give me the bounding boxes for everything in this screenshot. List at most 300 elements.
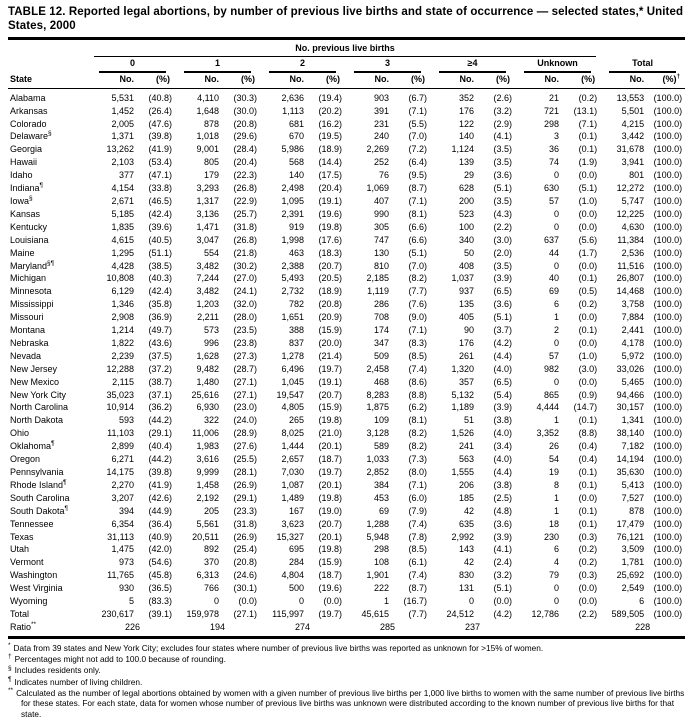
percent-cell: (0.3) bbox=[578, 531, 598, 542]
percent-cell: (7.1) bbox=[408, 195, 427, 206]
state-cell: Wyoming bbox=[10, 596, 48, 607]
ratio-cell: 194 bbox=[175, 621, 260, 637]
percent-cell: (19.6) bbox=[318, 583, 342, 594]
percent-cell: (3.8) bbox=[493, 415, 512, 426]
count-cell: 2,657 bbox=[281, 454, 304, 465]
count-cell: 500 bbox=[288, 583, 304, 594]
state-cell: New Mexico bbox=[10, 376, 60, 387]
count-cell: 12,288 bbox=[106, 363, 134, 374]
count-cell: 589 bbox=[373, 441, 389, 452]
percent-cell: (0.2) bbox=[578, 299, 598, 310]
percent-cell: (100.0) bbox=[653, 273, 683, 284]
count-cell: 463 bbox=[288, 247, 304, 258]
count-cell: 7,182 bbox=[621, 441, 645, 452]
count-cell: 810 bbox=[373, 260, 389, 271]
percent-cell: (7.1) bbox=[408, 105, 427, 116]
state-cell: Colorado bbox=[10, 118, 47, 129]
state-cell: Total bbox=[10, 608, 30, 619]
count-cell: 1,781 bbox=[621, 557, 645, 568]
percent-cell: (26.9) bbox=[233, 479, 257, 490]
count-cell: 94,466 bbox=[616, 389, 645, 400]
count-cell: 9,001 bbox=[196, 144, 219, 155]
percent-cell: (8.7) bbox=[408, 583, 427, 594]
state-cell: Utah bbox=[10, 544, 30, 555]
table-row bbox=[8, 337, 685, 350]
percent-cell: (5.4) bbox=[493, 389, 512, 400]
percent-cell: (5.1) bbox=[408, 247, 427, 258]
count-cell: 892 bbox=[203, 544, 219, 555]
table-row bbox=[8, 350, 685, 363]
count-cell: 57 bbox=[548, 350, 559, 361]
state-footnote-marker: § bbox=[48, 130, 52, 138]
percent-cell: (16.2) bbox=[318, 118, 342, 129]
footnote bbox=[8, 688, 685, 719]
percent-cell: (0.0) bbox=[238, 596, 257, 607]
count-cell: 6,930 bbox=[196, 402, 219, 413]
count-cell: 14,468 bbox=[616, 286, 645, 297]
count-cell: 1,480 bbox=[196, 376, 219, 387]
percent-cell: (20.1) bbox=[318, 479, 342, 490]
count-cell: 20,511 bbox=[192, 531, 219, 542]
percent-cell: (18.3) bbox=[318, 247, 342, 258]
table-row bbox=[8, 556, 685, 569]
count-cell: 1,288 bbox=[366, 518, 389, 529]
count-cell: 222 bbox=[373, 583, 389, 594]
count-cell: 140 bbox=[288, 170, 304, 181]
percent-cell: (13.1) bbox=[573, 105, 598, 116]
percent-cell: (100.0) bbox=[653, 131, 683, 142]
percent-cell: (53.4) bbox=[148, 157, 172, 168]
count-cell: 1,069 bbox=[366, 183, 389, 194]
count-header-0: No. bbox=[90, 73, 140, 88]
count-cell: 79 bbox=[548, 570, 559, 581]
table-row bbox=[8, 156, 685, 169]
count-cell: 6,313 bbox=[196, 570, 219, 581]
count-cell: 782 bbox=[288, 299, 304, 310]
percent-cell: (21.0) bbox=[318, 428, 342, 439]
footnote-text: Includes residents only. bbox=[14, 665, 101, 676]
percent-cell: (0.0) bbox=[578, 170, 598, 181]
percent-cell: (8.5) bbox=[408, 350, 427, 361]
count-cell: 21 bbox=[548, 92, 559, 103]
percent-cell: (100.0) bbox=[653, 454, 683, 465]
percent-header-1: (%) bbox=[225, 73, 260, 88]
percent-cell: (40.3) bbox=[148, 273, 172, 284]
table-row bbox=[8, 130, 685, 143]
percent-cell: (40.5) bbox=[148, 234, 172, 245]
percent-cell: (20.8) bbox=[318, 299, 342, 310]
state-cell: Mississippi bbox=[10, 299, 54, 310]
percent-cell: (100.0) bbox=[653, 570, 683, 581]
count-cell: 3,207 bbox=[111, 492, 134, 503]
count-cell: 19,547 bbox=[276, 389, 304, 400]
percent-cell: (47.1) bbox=[148, 170, 172, 181]
percent-cell: (28.9) bbox=[233, 428, 257, 439]
count-header-unknown: No. bbox=[515, 73, 565, 88]
percent-cell: (100.0) bbox=[653, 389, 683, 400]
count-cell: 5,465 bbox=[621, 376, 645, 387]
percent-cell: (5.1) bbox=[493, 583, 512, 594]
percent-cell: (30.3) bbox=[233, 92, 257, 103]
count-cell: 135 bbox=[458, 299, 474, 310]
percent-cell: (0.0) bbox=[578, 221, 598, 232]
percent-header-unknown: (%) bbox=[565, 73, 600, 88]
count-cell: 3,758 bbox=[621, 299, 645, 310]
percent-cell: (26.9) bbox=[233, 531, 257, 542]
count-cell: 13,262 bbox=[106, 144, 134, 155]
table-row bbox=[8, 376, 685, 389]
percent-cell: (18.9) bbox=[318, 286, 342, 297]
count-cell: 100 bbox=[458, 221, 474, 232]
percent-cell: (14.4) bbox=[318, 157, 342, 168]
table-row bbox=[8, 363, 685, 376]
table-row bbox=[8, 414, 685, 427]
count-cell: 14,175 bbox=[106, 467, 134, 477]
count-cell: 0 bbox=[553, 260, 559, 271]
percent-cell: (24.1) bbox=[233, 286, 257, 297]
table-row bbox=[8, 260, 685, 273]
percent-cell: (25.7) bbox=[233, 208, 257, 219]
percent-cell: (100.0) bbox=[653, 608, 683, 619]
percent-cell: (20.1) bbox=[318, 441, 342, 452]
percent-cell: (4.1) bbox=[493, 131, 512, 142]
percent-cell: (54.6) bbox=[148, 557, 172, 568]
table-row bbox=[8, 505, 685, 518]
count-cell: 8,283 bbox=[366, 389, 389, 400]
count-cell: 7,244 bbox=[196, 273, 219, 284]
count-cell: 11,006 bbox=[192, 428, 219, 439]
count-cell: 3,623 bbox=[281, 518, 304, 529]
count-cell: 109 bbox=[373, 415, 389, 426]
percent-header-4: (%) bbox=[480, 73, 515, 88]
state-cell: Oregon bbox=[10, 454, 41, 465]
percent-cell: (49.7) bbox=[148, 325, 172, 336]
percent-cell: (3.2) bbox=[493, 105, 512, 116]
count-cell: 17,479 bbox=[616, 518, 645, 529]
percent-cell: (24.0) bbox=[233, 415, 257, 426]
percent-cell: (15.9) bbox=[318, 325, 342, 336]
count-cell: 5 bbox=[128, 596, 134, 607]
footnote-marker: † bbox=[8, 653, 12, 661]
state-column-header: State bbox=[8, 73, 90, 88]
count-cell: 25,616 bbox=[191, 389, 219, 400]
count-cell: 2,103 bbox=[111, 157, 134, 168]
count-cell: 1,822 bbox=[111, 337, 134, 348]
count-cell: 384 bbox=[373, 479, 389, 490]
percent-cell: (25.5) bbox=[233, 454, 257, 465]
percent-cell: (100.0) bbox=[653, 596, 683, 607]
percent-cell: (100.0) bbox=[653, 492, 683, 503]
group-label-1: 1 bbox=[184, 57, 251, 73]
spanner-label: No. previous live births bbox=[94, 42, 596, 57]
table-row bbox=[8, 311, 685, 324]
count-cell: 0 bbox=[553, 583, 559, 594]
percent-cell: (100.0) bbox=[653, 363, 683, 374]
percent-cell: (1.0) bbox=[578, 350, 598, 361]
percent-cell: (36.2) bbox=[148, 402, 172, 413]
percent-cell: (8.1) bbox=[408, 208, 427, 219]
percent-header-2: (%) bbox=[310, 73, 345, 88]
percent-cell: (0.1) bbox=[578, 415, 598, 426]
percent-cell: (4.0) bbox=[493, 363, 512, 374]
count-cell: 0 bbox=[553, 221, 559, 232]
count-cell: 1,214 bbox=[111, 325, 134, 336]
count-cell: 408 bbox=[458, 260, 474, 271]
table-row bbox=[8, 272, 685, 285]
count-cell: 2,852 bbox=[366, 467, 389, 477]
count-cell: 11,765 bbox=[107, 570, 134, 581]
percent-cell: (2.2) bbox=[493, 221, 512, 232]
count-cell: 9,999 bbox=[196, 467, 219, 477]
count-cell: 50 bbox=[463, 247, 474, 258]
percent-cell: (20.4) bbox=[233, 157, 257, 168]
percent-cell: (23.8) bbox=[233, 337, 257, 348]
count-cell: 2,192 bbox=[196, 492, 219, 503]
count-cell: 130 bbox=[373, 247, 389, 258]
percent-cell: (0.1) bbox=[578, 273, 598, 284]
count-cell: 252 bbox=[373, 157, 389, 168]
percent-cell: (7.7) bbox=[408, 608, 427, 619]
count-cell: 3,509 bbox=[621, 544, 645, 555]
count-cell: 1,045 bbox=[281, 376, 304, 387]
percent-cell: (83.3) bbox=[148, 596, 172, 607]
percent-cell: (0.0) bbox=[493, 596, 512, 607]
count-cell: 4,615 bbox=[111, 234, 134, 245]
footnote-text: Calculated as the number of legal abortions obtained by women with a given number of previous live births per 1,000 live births to women with the same number of previous live births for these states. For each state, data for women whose number of previous live births was unknown were distributed according to the known number of previous live births for that state. bbox=[16, 687, 685, 719]
percent-cell: (0.1) bbox=[578, 144, 598, 155]
percent-cell: (40.9) bbox=[148, 531, 172, 542]
count-cell: 801 bbox=[629, 170, 645, 181]
percent-cell: (3.7) bbox=[493, 325, 512, 336]
percent-cell: (6.4) bbox=[408, 157, 427, 168]
percent-cell: (29.1) bbox=[233, 492, 257, 503]
percent-cell: (0.0) bbox=[578, 583, 598, 594]
count-cell: 407 bbox=[373, 195, 389, 206]
count-cell: 298 bbox=[543, 118, 559, 129]
count-cell: 24,512 bbox=[446, 608, 474, 619]
count-cell: 4,215 bbox=[621, 118, 645, 129]
count-cell: 563 bbox=[458, 454, 474, 465]
count-cell: 1,835 bbox=[111, 221, 134, 232]
abortions-table bbox=[8, 37, 685, 639]
count-cell: 391 bbox=[373, 105, 389, 116]
percent-cell: (19.8) bbox=[318, 544, 342, 555]
count-cell: 10,808 bbox=[106, 273, 134, 284]
table-row bbox=[8, 221, 685, 234]
count-cell: 1,628 bbox=[196, 350, 219, 361]
table-row bbox=[8, 208, 685, 221]
state-cell: Alabama bbox=[10, 92, 46, 103]
percent-cell: (5.6) bbox=[578, 234, 598, 245]
percent-cell: (42.0) bbox=[148, 544, 172, 555]
ratio-footnote-marker: ** bbox=[31, 620, 37, 628]
group-label-2: 2 bbox=[269, 57, 336, 73]
percent-cell: (20.1) bbox=[318, 531, 342, 542]
percent-cell: (17.5) bbox=[318, 170, 342, 181]
count-cell: 1,875 bbox=[366, 402, 389, 413]
percent-cell: (9.0) bbox=[408, 312, 427, 323]
percent-cell: (7.4) bbox=[408, 518, 427, 529]
count-cell: 108 bbox=[373, 557, 389, 568]
count-cell: 51 bbox=[463, 415, 474, 426]
count-cell: 3,352 bbox=[536, 428, 559, 439]
group-label-0: 0 bbox=[99, 57, 166, 73]
percent-cell: (45.8) bbox=[148, 570, 172, 581]
percent-cell: (100.0) bbox=[653, 376, 683, 387]
count-cell: 284 bbox=[288, 557, 304, 568]
count-header-total: No. bbox=[600, 73, 650, 88]
percent-cell: (3.9) bbox=[493, 273, 512, 284]
count-cell: 523 bbox=[458, 208, 474, 219]
percent-cell: (3.4) bbox=[493, 441, 512, 452]
count-cell: 982 bbox=[543, 363, 559, 374]
count-cell: 1,033 bbox=[366, 454, 389, 465]
percent-cell: (39.1) bbox=[148, 608, 172, 619]
count-cell: 3,293 bbox=[196, 183, 219, 194]
percent-cell: (19.1) bbox=[318, 376, 342, 387]
count-cell: 5,747 bbox=[621, 195, 645, 206]
count-cell: 1,475 bbox=[111, 544, 134, 555]
table-row bbox=[8, 389, 685, 402]
count-cell: 1,998 bbox=[281, 234, 304, 245]
percent-cell: (1.9) bbox=[578, 157, 598, 168]
count-cell: 31,678 bbox=[616, 144, 645, 155]
percent-cell: (27.1) bbox=[233, 376, 257, 387]
count-cell: 6,129 bbox=[111, 286, 134, 297]
percent-cell: (0.2) bbox=[578, 92, 598, 103]
count-cell: 5,948 bbox=[366, 531, 389, 542]
count-cell: 6,271 bbox=[111, 454, 134, 465]
percent-cell: (22.3) bbox=[233, 170, 257, 181]
count-cell: 837 bbox=[288, 337, 304, 348]
count-cell: 1 bbox=[553, 415, 559, 426]
count-cell: 12,272 bbox=[616, 183, 645, 194]
count-cell: 2,536 bbox=[621, 247, 645, 258]
percent-cell: (100.0) bbox=[653, 234, 683, 245]
percent-cell: (100.0) bbox=[653, 312, 683, 323]
count-cell: 0 bbox=[298, 596, 304, 607]
percent-cell: (23.3) bbox=[233, 505, 257, 516]
state-cell: Washington bbox=[10, 570, 58, 581]
count-cell: 4,805 bbox=[281, 402, 304, 413]
count-cell: 0 bbox=[468, 596, 474, 607]
percent-cell: (100.0) bbox=[653, 247, 683, 258]
percent-cell: (26.8) bbox=[233, 234, 257, 245]
count-cell: 19 bbox=[548, 467, 559, 477]
percent-cell: (39.6) bbox=[148, 221, 172, 232]
count-cell: 747 bbox=[373, 234, 389, 245]
count-cell: 708 bbox=[373, 312, 389, 323]
percent-cell: (0.5) bbox=[578, 286, 598, 297]
count-cell: 352 bbox=[458, 92, 474, 103]
count-cell: 7,527 bbox=[621, 492, 645, 503]
count-cell: 453 bbox=[373, 492, 389, 503]
table-row bbox=[8, 492, 685, 505]
group-header-unknown bbox=[515, 57, 600, 73]
percent-cell: (19.1) bbox=[318, 195, 342, 206]
count-cell: 573 bbox=[203, 325, 219, 336]
percent-cell: (0.0) bbox=[578, 260, 598, 271]
percent-header-total: (%)† bbox=[650, 73, 685, 88]
count-cell: 878 bbox=[203, 118, 219, 129]
count-cell: 1,278 bbox=[281, 350, 304, 361]
percent-cell: (100.0) bbox=[653, 286, 683, 297]
count-header-3: No. bbox=[345, 73, 395, 88]
count-cell: 265 bbox=[288, 415, 304, 426]
percent-cell: (21.4) bbox=[318, 350, 342, 361]
percent-cell: (37.2) bbox=[148, 363, 172, 374]
percent-cell: (27.1) bbox=[233, 389, 257, 400]
count-cell: 4,154 bbox=[111, 183, 134, 194]
count-header-4: No. bbox=[430, 73, 480, 88]
percent-cell: (19.8) bbox=[318, 221, 342, 232]
footnote-text: Indicates number of living children. bbox=[14, 676, 143, 687]
percent-cell: (19.7) bbox=[318, 608, 342, 619]
percent-cell: (31.8) bbox=[233, 221, 257, 232]
count-cell: 29 bbox=[463, 170, 474, 181]
table-row bbox=[8, 427, 685, 440]
percent-cell: (27.3) bbox=[233, 350, 257, 361]
count-cell: 179 bbox=[203, 170, 219, 181]
count-cell: 159,978 bbox=[186, 608, 219, 619]
count-cell: 1,124 bbox=[451, 144, 474, 155]
percent-cell: (28.4) bbox=[233, 144, 257, 155]
count-cell: 6 bbox=[553, 544, 559, 555]
percent-cell: (20.8) bbox=[233, 118, 257, 129]
count-cell: 200 bbox=[458, 195, 474, 206]
percent-cell: (100.0) bbox=[653, 505, 683, 516]
count-cell: 31,113 bbox=[107, 531, 134, 542]
count-cell: 2,388 bbox=[281, 260, 304, 271]
percent-cell: (8.7) bbox=[408, 183, 427, 194]
percent-cell: (20.2) bbox=[318, 105, 342, 116]
count-cell: 5,561 bbox=[196, 518, 219, 529]
percent-cell: (6.5) bbox=[493, 286, 512, 297]
count-cell: 205 bbox=[203, 505, 219, 516]
count-cell: 11,103 bbox=[107, 428, 134, 439]
percent-cell: (100.0) bbox=[653, 557, 683, 568]
count-cell: 2,239 bbox=[111, 350, 134, 361]
table-row bbox=[8, 531, 685, 544]
percent-cell: (26.4) bbox=[148, 105, 172, 116]
count-cell: 45,615 bbox=[361, 608, 389, 619]
percent-cell: (20.7) bbox=[318, 260, 342, 271]
percent-cell: (8.5) bbox=[408, 544, 427, 555]
percent-cell: (8.6) bbox=[408, 376, 427, 387]
percent-cell: (5.1) bbox=[493, 183, 512, 194]
count-cell: 14,194 bbox=[616, 454, 645, 465]
percent-cell: (100.0) bbox=[653, 531, 683, 542]
percent-cell: (4.2) bbox=[493, 608, 512, 619]
percent-cell: (42.4) bbox=[148, 286, 172, 297]
count-cell: 36 bbox=[548, 144, 559, 155]
percent-cell: (24.6) bbox=[233, 570, 257, 581]
state-cell: Montana bbox=[10, 325, 46, 336]
percent-cell: (5.5) bbox=[408, 118, 427, 129]
percent-cell: (0.3) bbox=[578, 570, 598, 581]
state-cell: Delaware§ bbox=[10, 130, 52, 142]
percent-cell: (44.2) bbox=[148, 415, 172, 426]
percent-header-3: (%) bbox=[395, 73, 430, 88]
count-cell: 1 bbox=[553, 505, 559, 516]
percent-cell: (3.5) bbox=[493, 144, 512, 155]
state-cell: Maine bbox=[10, 247, 35, 258]
table-row bbox=[8, 143, 685, 156]
count-cell: 140 bbox=[458, 131, 474, 142]
count-cell: 176 bbox=[458, 337, 474, 348]
percent-cell: (2.5) bbox=[493, 492, 512, 503]
percent-cell: (19.8) bbox=[318, 415, 342, 426]
